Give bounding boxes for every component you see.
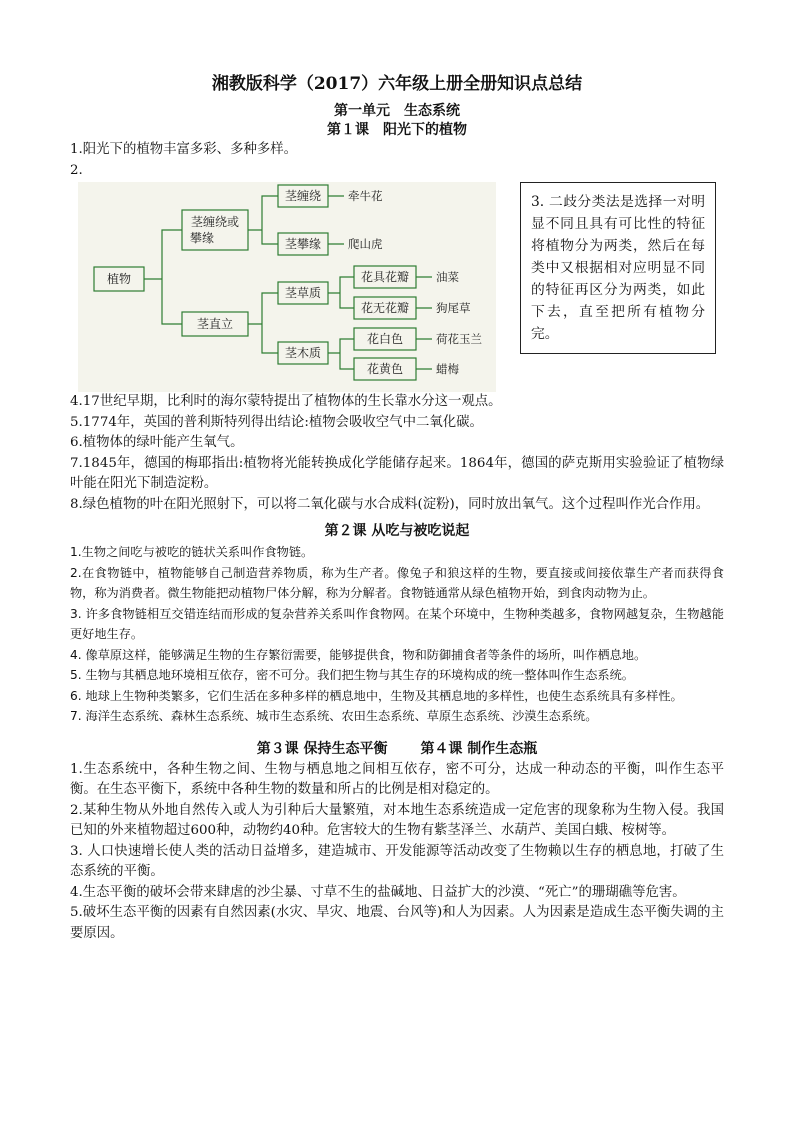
lesson2-point-3: 3. 许多食物链相互交错连结而形成的复杂营养关系叫作食物网。在某个环境中，生物种类越多，食物网越复杂，生物越能更好地生存。 xyxy=(70,606,724,641)
lesson3-point-1: 1.生态系统中，各种生物之间、生物与栖息地之间相互依存，密不可分，达成一种动态的平衡，叫作生态平衡。在生态平衡下，系统中各种生物的数量和所占的比例是相对稳定的。 xyxy=(70,761,724,797)
lesson2-point-2: 2.在食物链中，植物能够自己制造营养物质，称为生产者。像兔子和狼这样的生物，要直接或间接依靠生产者而获得食物，称为消费者。微生物能把动植物尸体分解，称为分解者。食物链通常从绿色植物开始，到食肉动物为止。 xyxy=(70,565,724,600)
leaf-b1a: 油菜 xyxy=(436,270,459,284)
lesson1-point-6: 6.植物体的绿叶能产生氧气。 xyxy=(70,435,244,450)
leaf-b2a: 荷花玉兰 xyxy=(436,332,482,346)
leaf-a1: 牵牛花 xyxy=(348,189,383,203)
lesson2-point-4: 4. 像草原这样，能够满足生物的生存繁衍需要，能够提供食，物和防御捕食者等条件的场所，叫作栖息地。 xyxy=(70,647,647,662)
connector-b xyxy=(248,293,278,353)
lesson3-point-3: 3. 人口快速增长使人类的活动日益增多，建造城市、开发能源等活动改变了生物赖以生存的栖息地，打破了生态系统的平衡。 xyxy=(70,843,724,879)
dichotomous-key-svg xyxy=(78,182,496,392)
node-b2b: 花黄色 xyxy=(366,362,404,376)
lesson1-point-2: 2. xyxy=(70,162,83,178)
node-a-line2: 攀缘 xyxy=(189,231,215,245)
lesson1-point-5: 5.1774年，英国的普利斯特列得出结论:植物会吸收空气中二氧化碳。 xyxy=(70,414,483,430)
node-b: 茎直立 xyxy=(196,317,234,331)
leaf-b1b: 狗尾草 xyxy=(436,301,471,315)
node-b2: 茎木质 xyxy=(284,346,322,360)
lesson3-point-4: 4.生态平衡的破坏会带来肆虐的沙尘暴、寸草不生的盐碱地、日益扩大的沙漠、“死亡”的珊瑚礁等危害。 xyxy=(70,884,686,900)
lesson3-point-5: 5.破坏生态平衡的因素有自然因素(水灾、旱灾、地震、台风等)和人为因素。人为因素是造成生态平衡失调的主要原因。 xyxy=(70,905,724,941)
lesson2-point-7: 7. 海洋生态系统、森林生态系统、城市生态系统、农田生态系统、草原生态系统、沙漠生态系统。 xyxy=(70,709,598,723)
lesson1-point-7: 7.1845年，德国的梅耶指出:植物将光能转换成化学能储存起来。1864年，德国的萨克斯用实验验证了植物绿叶能在阳光下制造淀粉。 xyxy=(70,455,724,491)
connector-root xyxy=(144,230,182,324)
lesson2-point-5: 5. 生物与其栖息地环境相互依存，密不可分。我们把生物与其生存的环境构成的统一整体叫作生态系统。 xyxy=(70,668,634,682)
lesson1-point-4: 4.17世纪早期，比利时的海尔蒙特提出了植物体的生长靠水分这一观点。 xyxy=(70,394,502,409)
lesson2-heading: 第２课 从吃与被吃说起 xyxy=(324,523,470,539)
node-b1: 茎草质 xyxy=(284,286,322,300)
lesson34-heading xyxy=(70,739,724,759)
leaf-a2: 爬山虎 xyxy=(348,237,383,251)
lesson3-point-2: 2.某种生物从外地自然传入或人为引种后大量繁殖，对本地生态系统造成一定危害的现象称为生物入侵。我国已知的外来植物超过600种，动物约40种。危害较大的生物有紫茎泽兰、水葫芦、美国白蛾、桉树等。 xyxy=(70,802,724,838)
connector-b1 xyxy=(328,277,354,308)
lesson2-point-1: 1.生物之间吃与被吃的链状关系叫作食物链。 xyxy=(70,545,314,559)
unit-heading: 第一单元 生态系统 xyxy=(334,103,460,119)
lesson1-heading: 第１课 阳光下的植物 xyxy=(327,122,467,138)
dichotomous-note-box: 3. 二歧分类法是选择一对明显不同且具有可比性的特征将植物分为两类，然后在每类中又根据相对应明显不同的特征再区分为两类，如此下去，直至把所有植物分完。 xyxy=(520,182,716,354)
node-a-line1: 茎缠绕或 xyxy=(190,215,240,229)
classification-diagram xyxy=(78,182,496,392)
lesson1-point-1: 1.阳光下的植物丰富多彩、多种多样。 xyxy=(70,142,298,157)
node-b2a: 花白色 xyxy=(366,332,404,346)
connector-a xyxy=(248,196,278,244)
document-page xyxy=(70,72,724,944)
document-title: 湘教版科学（2017）六年级上册全册知识点总结 xyxy=(211,74,583,94)
figure-row xyxy=(70,182,724,392)
lesson3-heading: 第３课 保持生态平衡 xyxy=(256,740,388,757)
node-b1b: 花无花瓣 xyxy=(360,301,410,315)
node-root: 植物 xyxy=(106,272,132,286)
leaf-b2b: 蜡梅 xyxy=(436,362,459,376)
connector-b2 xyxy=(328,339,354,369)
node-a2: 茎攀缘 xyxy=(284,237,322,251)
lesson1-point-8: 8.绿色植物的叶在阳光照射下，可以将二氧化碳与水合成料(淀粉)，同时放出氧气。这个过程叫作光合作用。 xyxy=(70,496,710,512)
lesson4-heading: 第４课 制作生态瓶 xyxy=(420,740,538,757)
node-b1a: 花具花瓣 xyxy=(360,270,410,284)
lesson2-point-6: 6. 地球上生物种类繁多，它们生活在多种多样的栖息地中，生物及其栖息地的多样性，也使生态系统具有多样性。 xyxy=(70,688,683,703)
node-a1: 茎缠绕 xyxy=(284,189,322,203)
